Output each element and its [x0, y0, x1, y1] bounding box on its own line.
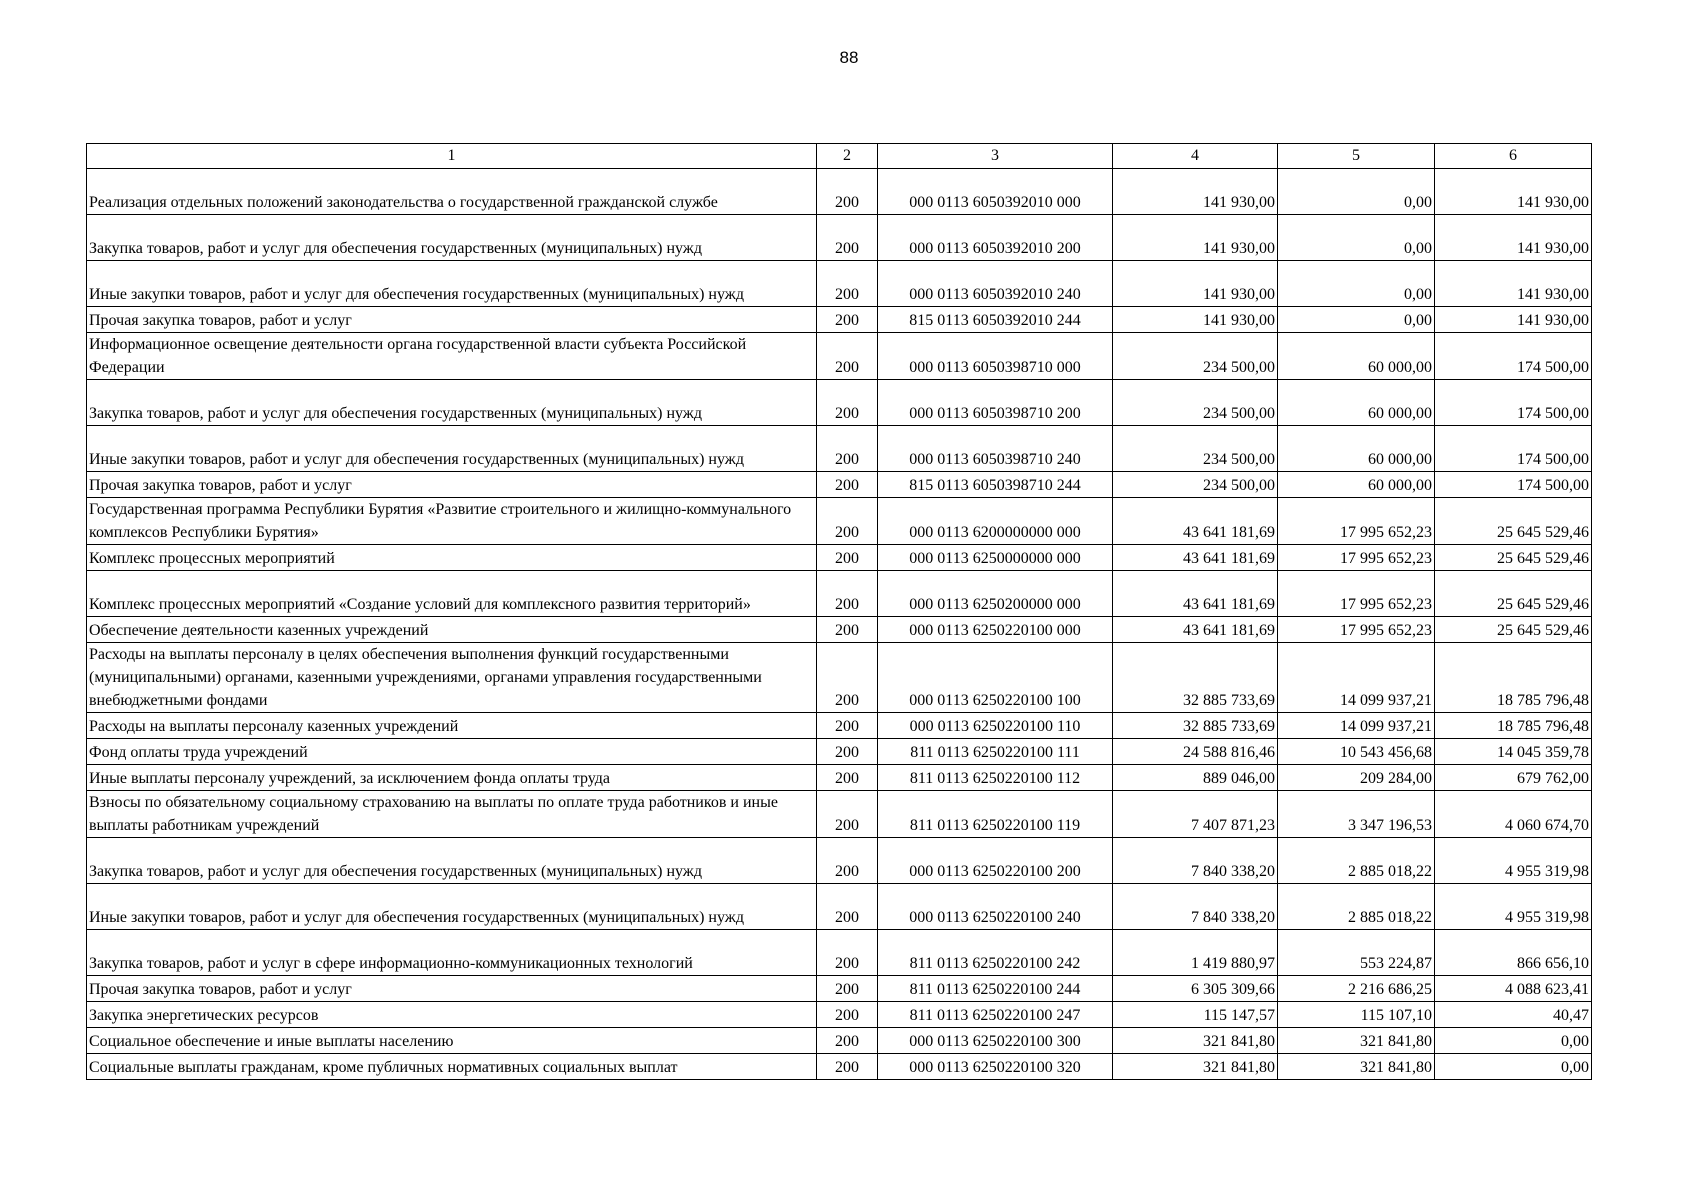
row-description: Закупка товаров, работ и услуг для обеспечения государственных (муниципальных) нужд — [87, 838, 817, 884]
row-value-col5: 2 885 018,22 — [1278, 884, 1435, 930]
column-header: 2 — [817, 144, 878, 169]
row-description: Комплекс процессных мероприятий — [87, 545, 817, 571]
table-row — [87, 307, 1592, 333]
row-budget-code: 815 0113 6050398710 244 — [878, 472, 1113, 498]
row-code: 200 — [817, 472, 878, 498]
row-budget-code: 811 0113 6250220100 119 — [878, 791, 1113, 838]
row-value-col4: 7 407 871,23 — [1113, 791, 1278, 838]
row-description: Социальное обеспечение и иные выплаты населению — [87, 1028, 817, 1054]
row-code: 200 — [817, 1002, 878, 1028]
row-code: 200 — [817, 739, 878, 765]
row-value-col6: 141 930,00 — [1435, 307, 1592, 333]
row-code: 200 — [817, 930, 878, 976]
row-description: Иные закупки товаров, работ и услуг для обеспечения государственных (муниципальных) нужд — [87, 884, 817, 930]
row-description: Закупка товаров, работ и услуг для обеспечения государственных (муниципальных) нужд — [87, 380, 817, 426]
row-code: 200 — [817, 1028, 878, 1054]
row-budget-code: 811 0113 6250220100 247 — [878, 1002, 1113, 1028]
row-value-col4: 43 641 181,69 — [1113, 498, 1278, 545]
row-value-col6: 0,00 — [1435, 1054, 1592, 1080]
row-value-col4: 234 500,00 — [1113, 333, 1278, 380]
table-row — [87, 884, 1592, 930]
row-code: 200 — [817, 169, 878, 215]
row-code: 200 — [817, 215, 878, 261]
row-value-col4: 234 500,00 — [1113, 380, 1278, 426]
row-value-col4: 7 840 338,20 — [1113, 884, 1278, 930]
row-value-col6: 174 500,00 — [1435, 472, 1592, 498]
row-description: Взносы по обязательному социальному страхованию на выплаты по оплате труда работников и иные выплаты работникам учреждений — [87, 791, 817, 838]
row-budget-code: 000 0113 6050398710 000 — [878, 333, 1113, 380]
row-value-col4: 32 885 733,69 — [1113, 643, 1278, 713]
row-code: 200 — [817, 571, 878, 617]
row-value-col5: 0,00 — [1278, 261, 1435, 307]
row-value-col5: 14 099 937,21 — [1278, 643, 1435, 713]
row-budget-code: 000 0113 6050392010 240 — [878, 261, 1113, 307]
row-budget-code: 000 0113 6250220100 110 — [878, 713, 1113, 739]
row-value-col5: 209 284,00 — [1278, 765, 1435, 791]
row-description: Иные закупки товаров, работ и услуг для обеспечения государственных (муниципальных) нужд — [87, 261, 817, 307]
row-value-col5: 14 099 937,21 — [1278, 713, 1435, 739]
row-value-col6: 4 088 623,41 — [1435, 976, 1592, 1002]
table-row — [87, 169, 1592, 215]
table-row — [87, 472, 1592, 498]
row-budget-code: 000 0113 6250220100 200 — [878, 838, 1113, 884]
row-budget-code: 811 0113 6250220100 111 — [878, 739, 1113, 765]
row-value-col4: 141 930,00 — [1113, 307, 1278, 333]
row-code: 200 — [817, 765, 878, 791]
row-budget-code: 000 0113 6200000000 000 — [878, 498, 1113, 545]
table-row — [87, 713, 1592, 739]
row-value-col4: 141 930,00 — [1113, 215, 1278, 261]
row-value-col6: 4 955 319,98 — [1435, 838, 1592, 884]
row-value-col5: 17 995 652,23 — [1278, 498, 1435, 545]
row-code: 200 — [817, 884, 878, 930]
row-description: Комплекс процессных мероприятий «Создание условий для комплексного развития территорий» — [87, 571, 817, 617]
row-value-col6: 18 785 796,48 — [1435, 643, 1592, 713]
row-value-col5: 0,00 — [1278, 307, 1435, 333]
page-number: 88 — [839, 48, 859, 67]
row-value-col5: 60 000,00 — [1278, 333, 1435, 380]
row-value-col5: 17 995 652,23 — [1278, 545, 1435, 571]
row-description: Информационное освещение деятельности органа государственной власти субъекта Российской Федерации — [87, 333, 817, 380]
row-code: 200 — [817, 643, 878, 713]
table-row — [87, 1028, 1592, 1054]
row-description: Прочая закупка товаров, работ и услуг — [87, 307, 817, 333]
row-description: Закупка товаров, работ и услуг для обеспечения государственных (муниципальных) нужд — [87, 215, 817, 261]
row-budget-code: 000 0113 6250220100 100 — [878, 643, 1113, 713]
row-value-col6: 141 930,00 — [1435, 215, 1592, 261]
row-budget-code: 000 0113 6050398710 200 — [878, 380, 1113, 426]
row-budget-code: 000 0113 6250220100 300 — [878, 1028, 1113, 1054]
row-value-col6: 4 060 674,70 — [1435, 791, 1592, 838]
row-value-col5: 17 995 652,23 — [1278, 617, 1435, 643]
table-row — [87, 791, 1592, 838]
row-value-col4: 234 500,00 — [1113, 472, 1278, 498]
row-code: 200 — [817, 617, 878, 643]
row-value-col4: 234 500,00 — [1113, 426, 1278, 472]
column-header: 5 — [1278, 144, 1435, 169]
row-value-col4: 321 841,80 — [1113, 1054, 1278, 1080]
row-budget-code: 000 0113 6250200000 000 — [878, 571, 1113, 617]
row-value-col5: 60 000,00 — [1278, 426, 1435, 472]
row-budget-code: 000 0113 6250220100 240 — [878, 884, 1113, 930]
row-value-col4: 7 840 338,20 — [1113, 838, 1278, 884]
row-value-col5: 10 543 456,68 — [1278, 739, 1435, 765]
row-code: 200 — [817, 976, 878, 1002]
row-description: Прочая закупка товаров, работ и услуг — [87, 976, 817, 1002]
row-budget-code: 811 0113 6250220100 112 — [878, 765, 1113, 791]
row-value-col6: 14 045 359,78 — [1435, 739, 1592, 765]
row-value-col4: 141 930,00 — [1113, 261, 1278, 307]
row-code: 200 — [817, 713, 878, 739]
row-budget-code: 000 0113 6050398710 240 — [878, 426, 1113, 472]
row-budget-code: 000 0113 6250220100 000 — [878, 617, 1113, 643]
row-value-col5: 60 000,00 — [1278, 380, 1435, 426]
row-description: Государственная программа Республики Бурятия «Развитие строительного и жилищно-коммунального комплексов Республики Бурятия» — [87, 498, 817, 545]
table-row — [87, 571, 1592, 617]
table-row — [87, 643, 1592, 713]
table-row — [87, 739, 1592, 765]
row-budget-code: 000 0113 6050392010 200 — [878, 215, 1113, 261]
row-value-col6: 174 500,00 — [1435, 380, 1592, 426]
table-row — [87, 333, 1592, 380]
row-code: 200 — [817, 791, 878, 838]
row-value-col4: 141 930,00 — [1113, 169, 1278, 215]
row-value-col6: 679 762,00 — [1435, 765, 1592, 791]
table-body — [87, 169, 1592, 1080]
row-description: Расходы на выплаты персоналу в целях обеспечения выполнения функций государственными (муниципальными) органами, казенными учреждениями, органами управления государственными внебюджетными фондами — [87, 643, 817, 713]
row-value-col6: 0,00 — [1435, 1028, 1592, 1054]
row-value-col6: 141 930,00 — [1435, 169, 1592, 215]
row-code: 200 — [817, 1054, 878, 1080]
table-row — [87, 976, 1592, 1002]
table-row — [87, 498, 1592, 545]
row-description: Закупка энергетических ресурсов — [87, 1002, 817, 1028]
row-value-col4: 321 841,80 — [1113, 1028, 1278, 1054]
row-code: 200 — [817, 307, 878, 333]
table-row — [87, 261, 1592, 307]
table-row — [87, 1002, 1592, 1028]
row-value-col4: 1 419 880,97 — [1113, 930, 1278, 976]
table-header-row — [87, 144, 1592, 169]
budget-table — [86, 143, 1592, 1080]
row-value-col4: 43 641 181,69 — [1113, 571, 1278, 617]
row-value-col4: 115 147,57 — [1113, 1002, 1278, 1028]
row-value-col6: 25 645 529,46 — [1435, 571, 1592, 617]
row-value-col5: 321 841,80 — [1278, 1054, 1435, 1080]
row-value-col4: 32 885 733,69 — [1113, 713, 1278, 739]
row-description: Расходы на выплаты персоналу казенных учреждений — [87, 713, 817, 739]
row-value-col6: 174 500,00 — [1435, 333, 1592, 380]
row-value-col6: 40,47 — [1435, 1002, 1592, 1028]
row-value-col6: 174 500,00 — [1435, 426, 1592, 472]
row-value-col5: 0,00 — [1278, 169, 1435, 215]
row-value-col6: 866 656,10 — [1435, 930, 1592, 976]
row-description: Прочая закупка товаров, работ и услуг — [87, 472, 817, 498]
table-row — [87, 765, 1592, 791]
row-value-col5: 17 995 652,23 — [1278, 571, 1435, 617]
row-value-col6: 25 645 529,46 — [1435, 617, 1592, 643]
table-row — [87, 380, 1592, 426]
row-code: 200 — [817, 333, 878, 380]
row-description: Обеспечение деятельности казенных учреждений — [87, 617, 817, 643]
row-value-col5: 115 107,10 — [1278, 1002, 1435, 1028]
table-row — [87, 838, 1592, 884]
row-description: Иные закупки товаров, работ и услуг для обеспечения государственных (муниципальных) нужд — [87, 426, 817, 472]
row-description: Социальные выплаты гражданам, кроме публичных нормативных социальных выплат — [87, 1054, 817, 1080]
row-value-col5: 321 841,80 — [1278, 1028, 1435, 1054]
column-header: 1 — [87, 144, 817, 169]
table-row — [87, 930, 1592, 976]
table-row — [87, 617, 1592, 643]
row-value-col4: 43 641 181,69 — [1113, 617, 1278, 643]
column-header: 6 — [1435, 144, 1592, 169]
row-code: 200 — [817, 545, 878, 571]
row-description: Реализация отдельных положений законодательства о государственной гражданской службе — [87, 169, 817, 215]
row-code: 200 — [817, 261, 878, 307]
row-value-col6: 4 955 319,98 — [1435, 884, 1592, 930]
row-value-col4: 6 305 309,66 — [1113, 976, 1278, 1002]
row-code: 200 — [817, 380, 878, 426]
row-value-col4: 889 046,00 — [1113, 765, 1278, 791]
row-value-col5: 0,00 — [1278, 215, 1435, 261]
row-code: 200 — [817, 498, 878, 545]
column-header: 3 — [878, 144, 1113, 169]
column-header: 4 — [1113, 144, 1278, 169]
row-value-col6: 141 930,00 — [1435, 261, 1592, 307]
row-code: 200 — [817, 838, 878, 884]
row-budget-code: 811 0113 6250220100 244 — [878, 976, 1113, 1002]
row-budget-code: 815 0113 6050392010 244 — [878, 307, 1113, 333]
table-row — [87, 545, 1592, 571]
row-budget-code: 000 0113 6250000000 000 — [878, 545, 1113, 571]
row-value-col6: 25 645 529,46 — [1435, 545, 1592, 571]
row-value-col4: 24 588 816,46 — [1113, 739, 1278, 765]
row-budget-code: 811 0113 6250220100 242 — [878, 930, 1113, 976]
row-value-col4: 43 641 181,69 — [1113, 545, 1278, 571]
row-budget-code: 000 0113 6050392010 000 — [878, 169, 1113, 215]
row-description: Фонд оплаты труда учреждений — [87, 739, 817, 765]
row-code: 200 — [817, 426, 878, 472]
row-value-col5: 2 885 018,22 — [1278, 838, 1435, 884]
row-value-col6: 25 645 529,46 — [1435, 498, 1592, 545]
row-value-col5: 60 000,00 — [1278, 472, 1435, 498]
table-row — [87, 215, 1592, 261]
row-description: Иные выплаты персоналу учреждений, за исключением фонда оплаты труда — [87, 765, 817, 791]
row-value-col6: 18 785 796,48 — [1435, 713, 1592, 739]
row-value-col5: 553 224,87 — [1278, 930, 1435, 976]
table-row — [87, 426, 1592, 472]
table-row — [87, 1054, 1592, 1080]
row-value-col5: 3 347 196,53 — [1278, 791, 1435, 838]
row-description: Закупка товаров, работ и услуг в сфере информационно-коммуникационных технологий — [87, 930, 817, 976]
row-value-col5: 2 216 686,25 — [1278, 976, 1435, 1002]
row-budget-code: 000 0113 6250220100 320 — [878, 1054, 1113, 1080]
